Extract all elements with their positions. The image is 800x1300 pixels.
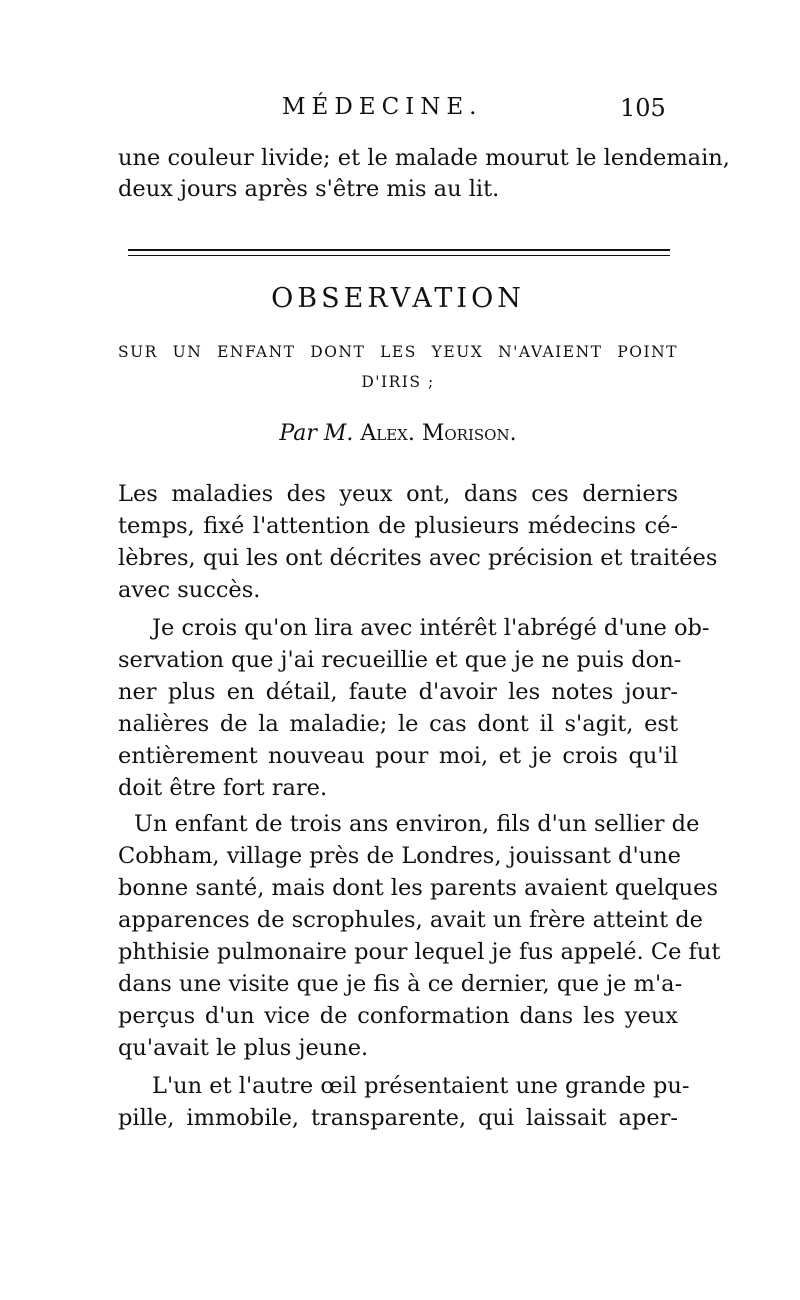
body-line: avec succès. [118,577,261,603]
page-number: 105 [620,94,666,122]
body-line: dans une visite que je fis à ce dernier, que je m'a- [118,971,683,997]
body-line: Je crois qu'on lira avec intérêt l'abrégé d'une ob- [152,615,710,641]
section-title: OBSERVATION [271,283,525,314]
body-line: qu'avait le plus jeune. [118,1035,369,1061]
body-line: phthisie pulmonaire pour lequel je fus appelé. Ce fut [118,939,721,965]
body-line: Un enfant de trois ans environ, fils d'un sellier de [134,811,700,837]
section-subtitle-line-2: D'IRIS ; [361,373,435,391]
byline-author: Alex. Morison. [360,421,517,446]
author-byline [118,421,678,446]
body-line: servation que j'ai recueillie et que je ne puis don- [118,647,682,673]
intro-line-2: deux jours après s'être mis au lit. [118,176,500,202]
body-line: entièrement nouveau pour moi, et je crois qu'il [118,743,678,769]
body-line: perçus d'un vice de conformation dans les yeux [118,1003,678,1029]
body-line: temps, fixé l'attention de plusieurs médecins cé- [118,513,678,539]
intro-line-1: une couleur livide; et le malade mourut le lendemain, [118,145,730,171]
body-line: Cobham, village près de Londres, jouissant d'une [118,843,681,869]
body-line: lèbres, qui les ont décrites avec précision et traitées [118,545,718,571]
section-divider [128,249,670,256]
body-line: apparences de scrophules, avait un frère atteint de [118,907,703,933]
body-line: pille, immobile, transparente, qui laissait aper- [118,1105,678,1131]
body-line: L'un et l'autre œil présentaient une grande pu- [152,1073,690,1099]
body-line: ner plus en détail, faute d'avoir les notes jour- [118,679,678,705]
byline-prefix: Par M. [279,421,354,446]
body-line: bonne santé, mais dont les parents avaient quelques [118,875,719,901]
body-line: Les maladies des yeux ont, dans ces derniers [118,481,678,507]
body-line: doit être fort rare. [118,775,328,801]
section-subtitle-line-1: SUR UN ENFANT DONT LES YEUX N'AVAIENT POINT [118,343,678,361]
body-line: nalières de la maladie; le cas dont il s'agit, est [118,711,678,737]
running-header: MÉDECINE. [282,94,483,120]
